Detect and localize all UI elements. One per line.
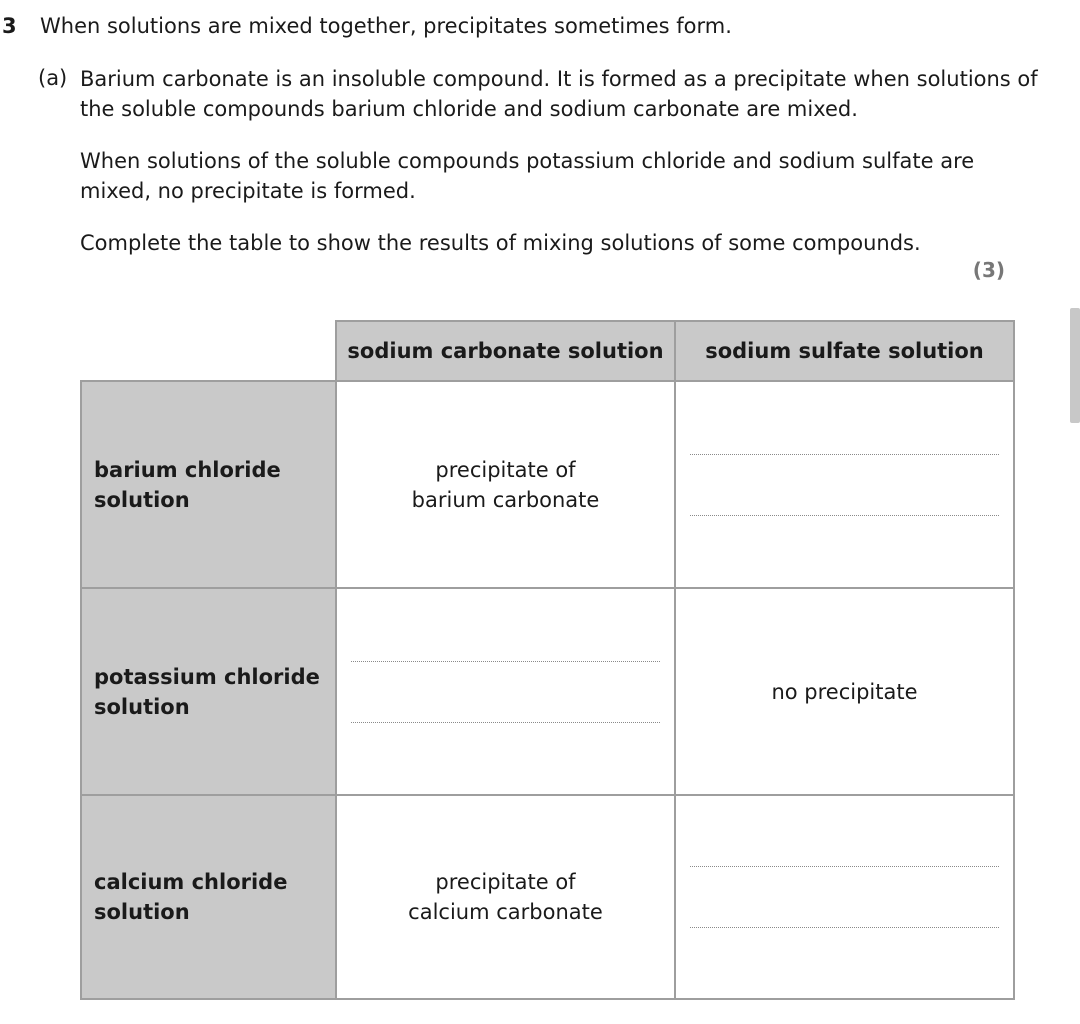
row-label: potassium chloride solution	[94, 664, 320, 719]
paragraph-1: Barium carbonate is an insoluble compound. It is formed as a precipitate when solutions of the soluble compounds barium chloride and sodium carbonate are mixed.	[80, 67, 1038, 121]
answer-line[interactable]	[690, 866, 999, 867]
result-text: precipitate of calcium carbonate	[408, 870, 603, 924]
scrollbar-thumb[interactable]	[1070, 308, 1080, 423]
answer-line[interactable]	[690, 927, 999, 928]
row-label: barium chloride solution	[94, 457, 281, 512]
answer-line[interactable]	[690, 515, 999, 516]
answer-line[interactable]	[351, 722, 660, 723]
column-header-sodium-sulfate: sodium sulfate solution	[674, 320, 1015, 382]
answer-cell-calcium-sulfate[interactable]	[674, 794, 1015, 1000]
row-header-potassium-chloride	[80, 587, 337, 796]
answer-cell-potassium-carbonate[interactable]	[335, 587, 676, 796]
result-cell	[674, 587, 1015, 796]
answer-line[interactable]	[690, 454, 999, 455]
marks-label: (3)	[972, 258, 1005, 282]
paragraph-3: Complete the table to show the results of mixing solutions of some compounds.	[80, 231, 921, 255]
result-cell	[335, 380, 676, 589]
answer-line[interactable]	[351, 661, 660, 662]
paragraph-2: When solutions of the soluble compounds potassium chloride and sodium sulfate are mixed, no precipitate is formed.	[80, 149, 975, 203]
result-cell	[335, 794, 676, 1000]
results-table	[80, 320, 1015, 1000]
row-header-barium-chloride	[80, 380, 337, 589]
answer-cell-barium-sulfate[interactable]	[674, 380, 1015, 589]
question-intro: When solutions are mixed together, precipitates sometimes form.	[40, 14, 732, 38]
row-header-calcium-chloride	[80, 794, 337, 1000]
column-header-sodium-carbonate: sodium carbonate solution	[335, 320, 676, 382]
result-text: precipitate of barium carbonate	[411, 457, 600, 512]
row-label: calcium chloride solution	[94, 870, 288, 924]
part-label: (a)	[38, 66, 68, 90]
result-text: no precipitate	[771, 679, 918, 704]
question-number: 3	[2, 14, 17, 38]
